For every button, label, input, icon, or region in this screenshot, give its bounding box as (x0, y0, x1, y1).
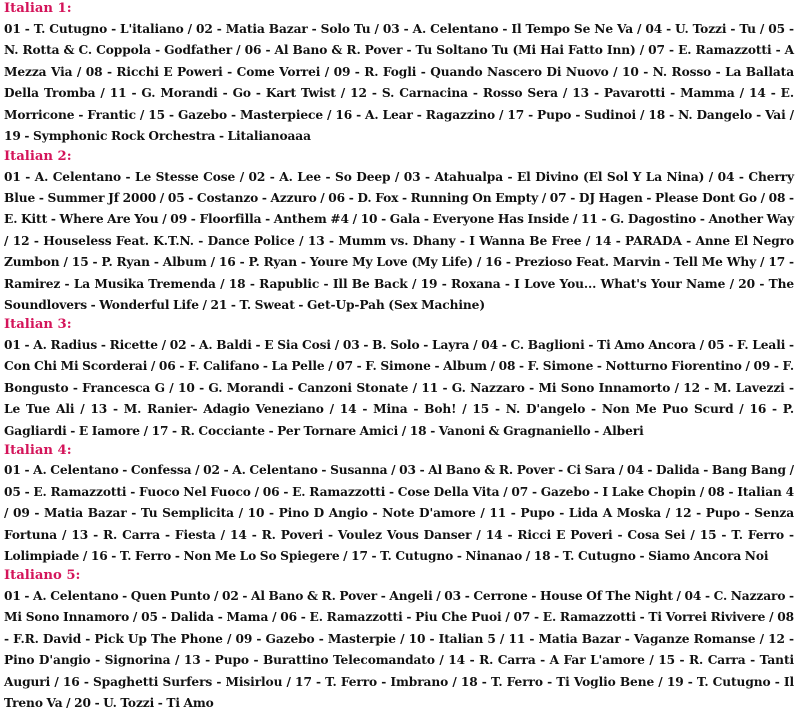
section-italian-3 (4, 316, 794, 442)
track-list: 01 - A. Celentano - Confessa / 02 - A. Celentano - Susanna / 03 - Al Bano & R. Pover - Ci Sara / 04 - Dalida - Bang Bang / 05 - E. Ramazzotti - Fuoco Nel Fuoco / 06 - E. Ramazzotti - Cose Della Vita / 07 - Gazebo - I Lake Chopin / 08 - Italian 4 / 09 - Matia Bazar - Tu Semplicita / 10 - Pino D Angio - Note D'amore / 11 - Pupo - Lida A Moska / 12 - Pupo - Senza Fortuna / 13 - R. Carra - Fiesta / 14 - R. Poveri - Voulez Vous Danser / 14 - Ricci E Poveri - Cosa Sei / 15 - T. Ferro - Lolimpiade / 16 - T. Ferro - Non Me Lo So Spiegere / 17 - T. Cutugno - Ninanao / 18 - T. Cutugno - Siamo Ancora Noi (4, 463, 794, 564)
section-italian-4 (4, 442, 794, 568)
section-title: Italian 2: (4, 149, 72, 165)
track-list: 01 - A. Celentano - Le Stesse Cose / 02 - A. Lee - So Deep / 03 - Atahualpa - El Divino (El Sol Y La Nina) / 04 - Cherry Blue - Summer Jf 2000 / 05 - Costanzo - Azzuro / 06 - D. Fox - Running On Empty / 07 - DJ Hagen - Please Dont Go / 08 - E. Kitt - Where Are You / 09 - Floorfilla - Anthem #4 / 10 - Gala - Everyone Has Inside / 11 - G. Dagostino - Another Way / 12 - Houseless Feat. K.T.N. - Dance Police / 13 - Mumm vs. Dhany - I Wanna Be Free / 14 - PARADA - Anne El Negro Zumbon / 15 - P. Ryan - Album / 16 - P. Ryan - Youre My Love (My Life) / 16 - Prezioso Feat. Marvin - Tell Me Why / 17 - Ramirez - La Musika Tremenda / 18 - Rapublic - Ill Be Back / 19 - Roxana - I Love You... What's Your Name / 20 - The Soundlovers - Wonderful Life / 21 - T. Sweat - Get-Up-Pah (Sex Machine) (4, 169, 794, 312)
section-italian-2 (4, 148, 794, 316)
section-title: Italian 3: (4, 317, 72, 333)
section-title: Italiano 5: (4, 568, 81, 584)
section-italiano-5 (4, 567, 794, 714)
section-title: Italian 4: (4, 442, 72, 458)
track-list: 01 - A. Radius - Ricette / 02 - A. Baldi - E Sia Cosi / 03 - B. Solo - Layra / 04 - C. Baglioni - Ti Amo Ancora / 05 - F. Leali - Con Chi Mi Scorderai / 06 - F. Califano - La Pelle / 07 - F. Simone - Album / 08 - F. Simone - Notturno Fiorentino / 09 - F. Bongusto - Francesca G / 10 - G. Morandi - Canzoni Stonate / 11 - G. Nazzaro - Mi Sono Innamorto / 12 - M. Lavezzi - Le Tue Ali / 13 - M. Ranier- Adagio Veneziano / 14 - Mina - Boh! / 15 - N. D'angelo - Non Me Puo Scurd / 16 - P. Gagliardi - E Iamore / 17 - R. Cocciante - Per Tornare Amici / 18 - Vanoni & Gragnaniello - Alberi (4, 337, 794, 438)
section-italian-1 (4, 0, 794, 148)
track-list: 01 - A. Celentano - Quen Punto / 02 - Al Bano & R. Pover - Angeli / 03 - Cerrone - House Of The Night / 04 - C. Nazzaro - Mi Sono Innamoro / 05 - Dalida - Mama / 06 - E. Ramazzotti - Piu Che Puoi / 07 - E. Ramazzotti - Ti Vorrei Rivivere / 08 - F.R. David - Pick Up The Phone / 09 - Gazebo - Masterpie / 10 - Italian 5 / 11 - Matia Bazar - Vaganze Romanse / 12 - Pino D'angio - Signorina / 13 - Pupo - Burattino Telecomandato / 14 - R. Carra - A Far L'amore / 15 - R. Carra - Tanti Auguri / 16 - Spaghetti Surfers - Misirlou / 17 - T. Ferro - Imbrano / 18 - T. Ferro - Ti Voglio Bene / 19 - T. Cutugno - Il Treno Va / 20 - U. Tozzi - Ti Amo (4, 588, 794, 710)
track-list: 01 - T. Cutugno - L'italiano / 02 - Matia Bazar - Solo Tu / 03 - A. Celentano - Il Tempo Se Ne Va / 04 - U. Tozzi - Tu / 05 - N. Rotta & C. Coppola - Godfather / 06 - Al Bano & R. Pover - Tu Soltano Tu (Mi Hai Fatto Inn) / 07 - E. Ramazzotti - A Mezza Via / 08 - Ricchi E Poweri - Come Vorrei / 09 - R. Fogli - Quando Nascero Di Nuovo / 10 - N. Rosso - La Ballata Della Tromba / 11 - G. Morandi - Go - Kart Twist / 12 - S. Carnacina - Rosso Sera / 13 - Pavarotti - Mamma / 14 - E. Morricone - Frantic / 15 - Gazebo - Masterpiece / 16 - A. Lear - Ragazzino / 17 - Pupo - Sudinoi / 18 - N. Dangelo - Vai / 19 - Symphonic Rock Orchestra - Litalianoaaa (4, 21, 794, 144)
section-title: Italian 1: (4, 1, 72, 16)
